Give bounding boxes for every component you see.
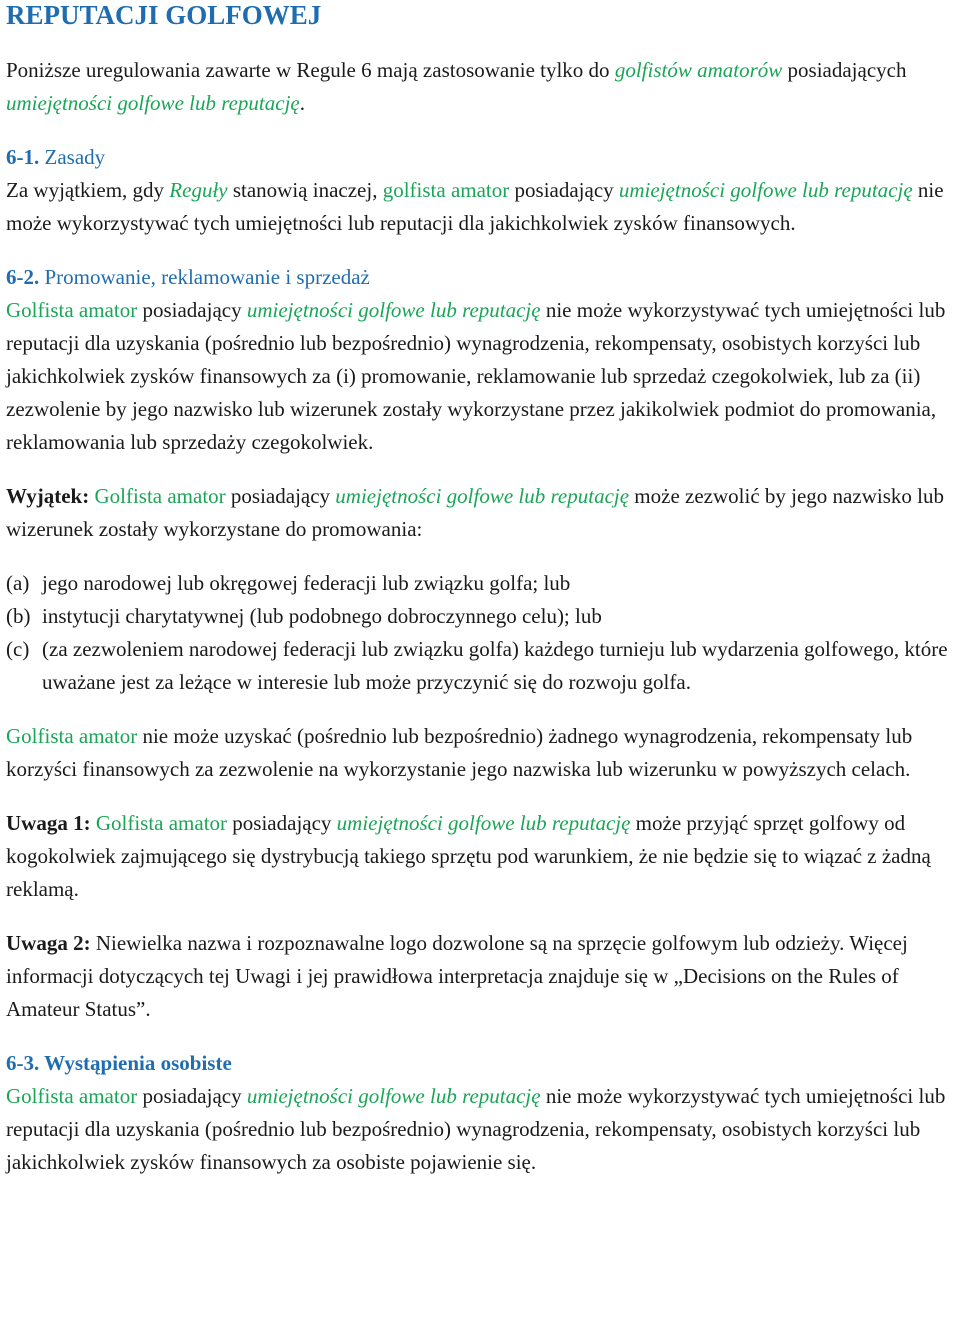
list-item bbox=[6, 567, 954, 600]
body-text: stanowią inaczej, bbox=[227, 178, 383, 202]
term-link: Golfista amator bbox=[94, 484, 226, 508]
body-text: nie może wykorzystywać tych umiejętności lub reputacji dla jakichkolwiek zysków finansowych. bbox=[6, 178, 944, 235]
section-title: Promowanie, reklamowanie i sprzedaż bbox=[44, 265, 370, 289]
body-text: posiadający bbox=[137, 298, 247, 322]
section-number: 6-2. bbox=[6, 265, 45, 289]
body-text: Za wyjątkiem, gdy bbox=[6, 178, 170, 202]
section-heading-6-2 bbox=[6, 261, 954, 294]
exception-list bbox=[6, 567, 954, 699]
intro-paragraph bbox=[6, 54, 954, 120]
term-link: Reguły bbox=[169, 178, 228, 202]
note-2-paragraph bbox=[6, 927, 954, 1026]
list-item-text: jego narodowej lub okręgowej federacji lub związku golfa; lub bbox=[42, 571, 571, 595]
compensation-paragraph bbox=[6, 720, 954, 786]
term-link: golfistów amatorów bbox=[614, 58, 783, 82]
body-text: posiadający bbox=[137, 1084, 247, 1108]
section-6-3-body bbox=[6, 1080, 954, 1179]
body-text: może przyjąć sprzęt golfowy od kogokolwiek zajmującego się dystrybucją takiego sprzętu pod warunkiem, że nie będzie się to wiązać z żadną reklamą. bbox=[6, 811, 931, 901]
term-link: Golfista amator bbox=[6, 724, 138, 748]
exception-label: Wyjątek: bbox=[6, 484, 90, 508]
section-6-1-body bbox=[6, 174, 954, 240]
section-title: Zasady bbox=[44, 145, 106, 169]
term-link: golfista amator bbox=[382, 178, 510, 202]
list-item-label: (a) bbox=[6, 571, 30, 595]
section-6-2-body bbox=[6, 294, 954, 459]
body-text: posiadający bbox=[509, 178, 619, 202]
term-link: umiejętności golfowe lub reputację bbox=[618, 178, 913, 202]
list-item-label: (c) bbox=[6, 637, 30, 661]
body-text: posiadający bbox=[227, 811, 337, 835]
note-label: Uwaga 1: bbox=[6, 811, 91, 835]
intro-text: . bbox=[299, 91, 305, 115]
term-link: umiejętności golfowe lub reputację bbox=[246, 298, 541, 322]
note-label: Uwaga 2: bbox=[6, 931, 91, 955]
term-link: umiejętności golfowe lub reputację bbox=[336, 811, 631, 835]
body-text: nie może wykorzystywać tych umiejętności lub reputacji dla uzyskania (pośrednio lub bezpośrednio) wynagrodzenia, rekompensaty, osobistych korzyści lub jakichkolwiek zysków finansowych za osobiste pojawienie się. bbox=[6, 1084, 946, 1174]
section-number: 6-3. bbox=[6, 1051, 45, 1075]
exception-paragraph bbox=[6, 480, 954, 546]
list-item-text: (za zezwoleniem narodowej federacji lub związku golfa) każdego turnieju lub wydarzenia golfowego, które uważane jest za leżące w interesie lub może przyczynić się do rozwoju golfa. bbox=[42, 637, 948, 694]
list-item-text: instytucji charytatywnej (lub podobnego dobroczynnego celu); lub bbox=[42, 604, 602, 628]
section-heading-6-1 bbox=[6, 141, 954, 174]
term-link: Golfista amator bbox=[6, 298, 138, 322]
term-link: umiejętności golfowe lub reputację bbox=[335, 484, 630, 508]
term-link: Golfista amator bbox=[6, 1084, 138, 1108]
body-text: nie może uzyskać (pośrednio lub bezpośrednio) żadnego wynagrodzenia, rekompensaty lub korzyści finansowych za zezwolenie na wykorzystanie jego nazwiska lub wizerunku w powyższych celach. bbox=[6, 724, 913, 781]
section-heading-6-3 bbox=[6, 1047, 954, 1080]
list-item bbox=[6, 633, 954, 699]
note-1-paragraph bbox=[6, 807, 954, 906]
body-text: Niewielka nazwa i rozpoznawalne logo dozwolone są na sprzęcie golfowym lub odzieży. Więcej informacji dotyczących tej Uwagi i jej prawidłowa interpretacja znajduje się w „Decisions on the Rules of Amateur Status”. bbox=[6, 931, 908, 1021]
term-link: umiejętności golfowe lub reputację bbox=[246, 1084, 541, 1108]
section-title: Wystąpienia osobiste bbox=[44, 1051, 232, 1075]
list-item bbox=[6, 600, 954, 633]
page-title: REPUTACJI GOLFOWEJ bbox=[6, 0, 322, 30]
body-text: może zezwolić by jego nazwisko lub wizerunek zostały wykorzystane do promowania: bbox=[6, 484, 944, 541]
body-text: posiadający bbox=[225, 484, 336, 508]
intro-text: Poniższe uregulowania zawarte w Regule 6 mają zastosowanie tylko do bbox=[6, 58, 615, 82]
term-link: umiejętności golfowe lub reputację bbox=[6, 91, 300, 115]
section-number: 6-1. bbox=[6, 145, 45, 169]
list-item-label: (b) bbox=[6, 604, 31, 628]
term-link: Golfista amator bbox=[95, 811, 228, 835]
intro-text: posiadających bbox=[782, 58, 907, 82]
body-text: nie może wykorzystywać tych umiejętności lub reputacji dla uzyskania (pośrednio lub bezpośrednio) wynagrodzenia, rekompensaty, osobistych korzyści lub jakichkolwiek zysków finansowych za (i) promowanie, reklamowanie lub sprzedaż czegokolwiek, lub za (ii) zezwolenie by jego nazwisko lub wizerunek zostały wykorzystane przez jakikolwiek podmiot do promowania, reklamowania lub sprzedaży czegokolwiek. bbox=[6, 298, 946, 454]
